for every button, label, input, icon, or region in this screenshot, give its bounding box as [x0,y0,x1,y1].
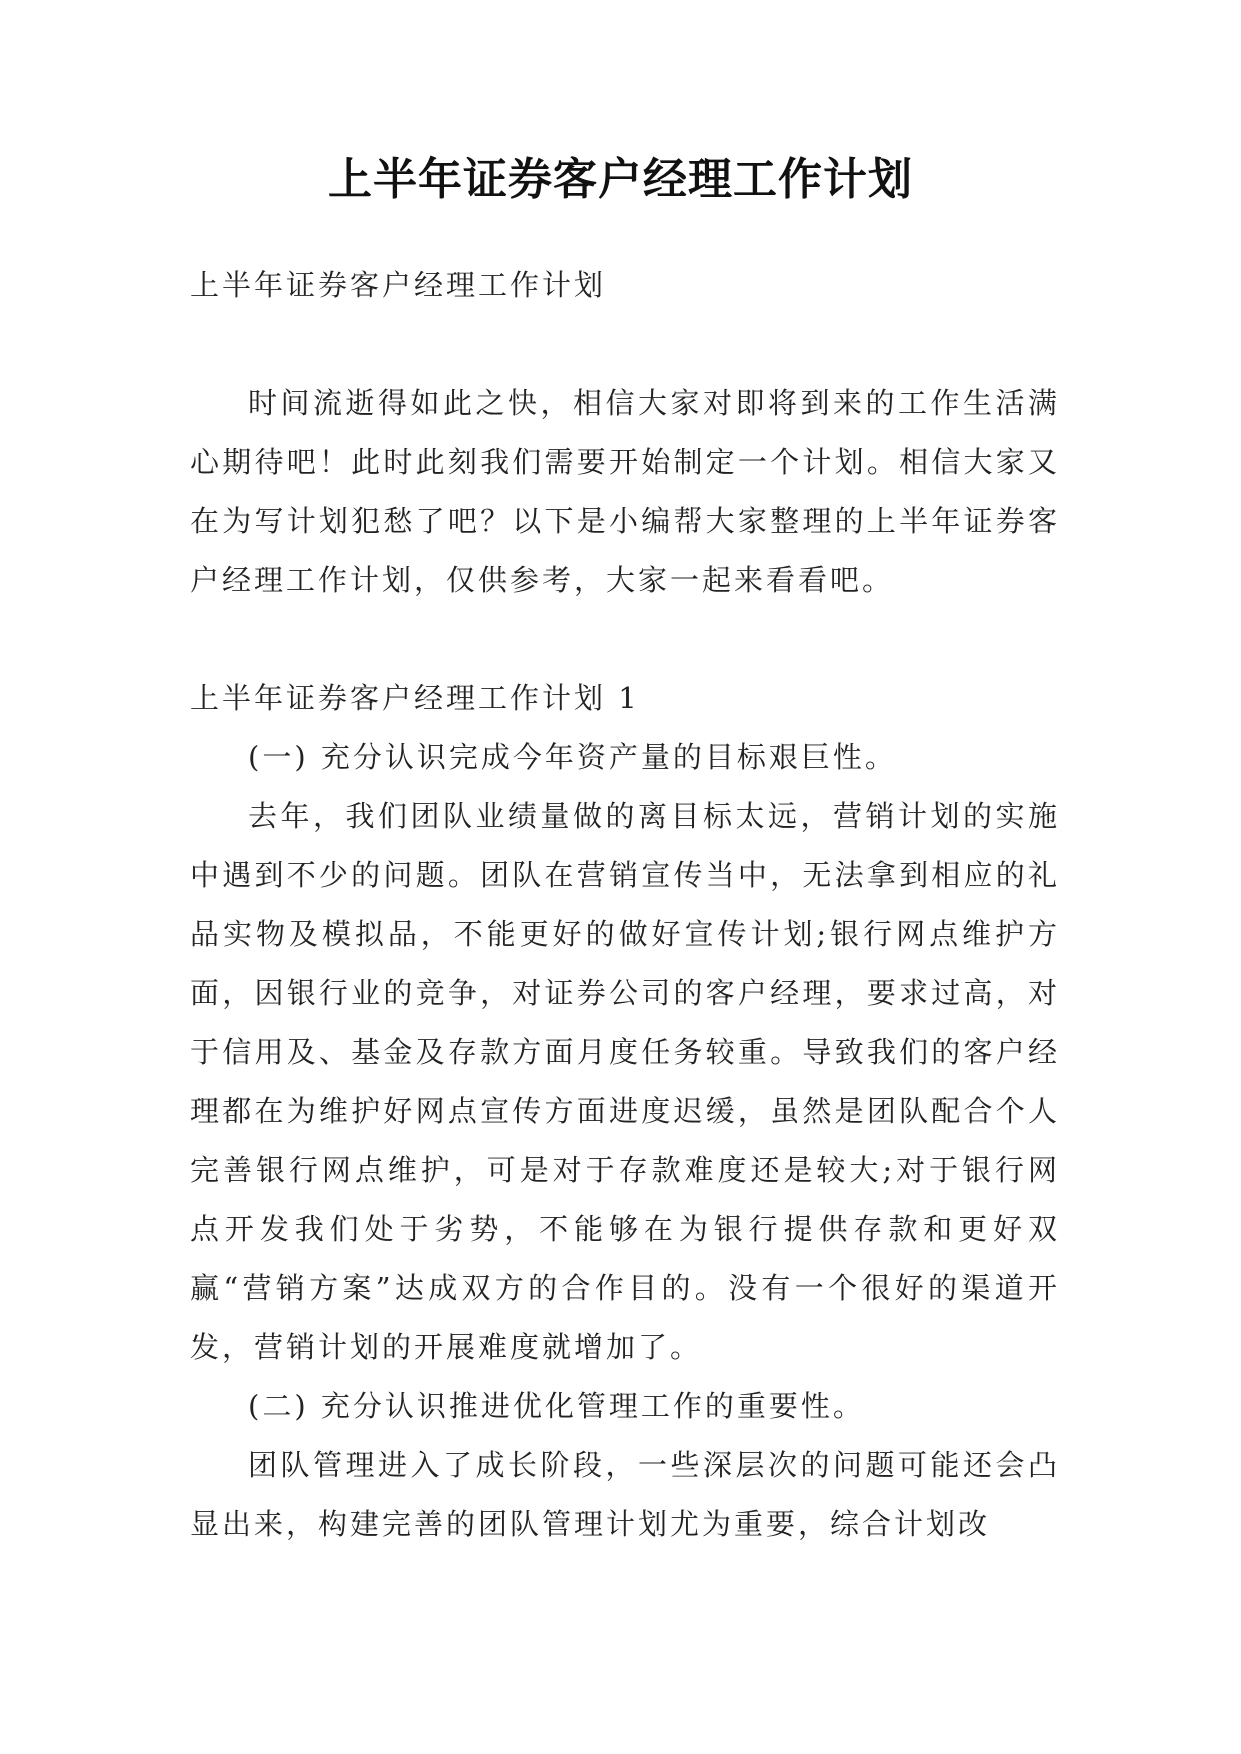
document-title: 上半年证券客户经理工作计划 [328,154,913,205]
point-one: (一) 充分认识完成今年资产量的目标艰巨性。 [248,740,897,774]
body-paragraph-two: 团队管理进入了成长阶段，一些深层次的问题可能还会凸显出来，构建完善的团队管理计划尤为重要，综合计划改 [190,1448,1060,1541]
body-paragraph-one: 去年，我们团队业绩量做的离目标太远，营销计划的实施中遇到不少的问题。团队在营销宣传当中，无法拿到相应的礼品实物及模拟品，不能更好的做好宣传计划;银行网点维护方面，因银行业的竞争，对证券公司的客户经理，要求过高，对于信用及、基金及存款方面月度任务较重。导致我们的客户经理都在为维护好网点宣传方面进度迟缓，虽然是团队配合个人完善银行网点维护，可是对于存款难度还是较大;对于银行网点开发我们处于劣势，不能够在为银行提供存款和更好双赢“营销方案”达成双方的合作目的。没有一个很好的渠道开发，营销计划的开展难度就增加了。 [190,799,1060,1364]
document-subtitle: 上半年证券客户经理工作计划 [190,268,607,302]
point-two: (二) 充分认识推进优化管理工作的重要性。 [248,1389,865,1423]
document-body [190,256,1060,1554]
intro-paragraph: 时间流逝得如此之快，相信大家对即将到来的工作生活满心期待吧！此时此刻我们需要开始制定一个计划。相信大家又在为写计划犯愁了吧？以下是小编帮大家整理的上半年证券客户经理工作计划，仅供参考，大家一起来看看吧。 [190,386,1060,597]
section-heading: 上半年证券客户经理工作计划 1 [190,681,640,715]
